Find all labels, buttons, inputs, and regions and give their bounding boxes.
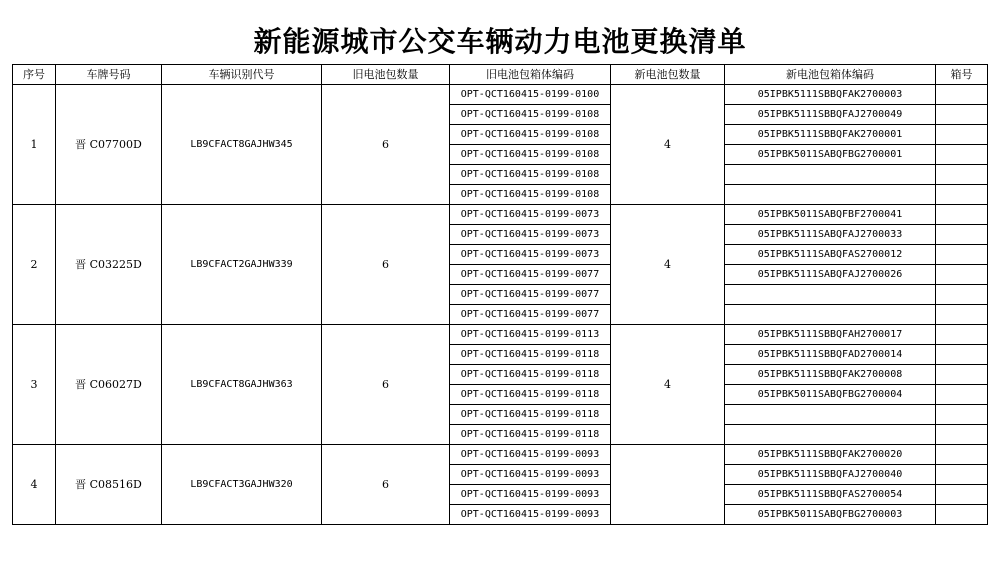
box-number-cell <box>936 325 988 345</box>
box-number-cell <box>936 305 988 325</box>
old-battery-code-cell: OPT-QCT160415-0199-0118 <box>450 365 611 385</box>
box-number-cell <box>936 405 988 425</box>
vin-cell: LB9CFACT3GAJHW320 <box>162 445 322 525</box>
new-battery-code-cell: 05IPBK5111SBBQFAJ2700040 <box>725 465 936 485</box>
old-battery-code-cell: OPT-QCT160415-0199-0093 <box>450 445 611 465</box>
document-title: 新能源城市公交车辆动力电池更换清单 <box>253 25 747 58</box>
new-count-cell: 4 <box>611 85 725 205</box>
vin-cell: LB9CFACT2GAJHW339 <box>162 205 322 325</box>
column-header-new-codes: 新电池包箱体编码 <box>725 65 936 85</box>
vin-cell: LB9CFACT8GAJHW345 <box>162 85 322 205</box>
box-number-cell <box>936 125 988 145</box>
header-row <box>13 65 988 85</box>
table-body <box>13 85 988 525</box>
box-number-cell <box>936 165 988 185</box>
new-battery-code-cell: 05IPBK5111SBBQFAK2700003 <box>725 85 936 105</box>
old-battery-code-cell: OPT-QCT160415-0199-0093 <box>450 465 611 485</box>
box-number-cell <box>936 465 988 485</box>
box-number-cell <box>936 505 988 525</box>
new-battery-code-cell: 05IPBK5111SBBQFAJ2700049 <box>725 105 936 125</box>
new-battery-code-cell <box>725 425 936 445</box>
box-number-cell <box>936 225 988 245</box>
box-number-cell <box>936 385 988 405</box>
new-battery-code-cell: 05IPBK5011SABQFBG2700004 <box>725 385 936 405</box>
old-battery-code-cell: OPT-QCT160415-0199-0093 <box>450 485 611 505</box>
box-number-cell <box>936 205 988 225</box>
old-count-cell: 6 <box>322 85 450 205</box>
old-battery-code-cell: OPT-QCT160415-0199-0108 <box>450 165 611 185</box>
vin-cell: LB9CFACT8GAJHW363 <box>162 325 322 445</box>
column-header-plate: 车牌号码 <box>56 65 162 85</box>
plate-number-cell: 晋 C03225D <box>56 205 162 325</box>
new-battery-code-cell: 05IPBK5111SBBQFAD2700014 <box>725 345 936 365</box>
box-number-cell <box>936 245 988 265</box>
new-battery-code-cell: 05IPBK5111SBBQFAH2700017 <box>725 325 936 345</box>
vehicle-index-cell: 2 <box>13 205 56 325</box>
column-header-box-number: 箱号 <box>936 65 988 85</box>
old-battery-code-cell: OPT-QCT160415-0199-0108 <box>450 125 611 145</box>
old-battery-code-cell: OPT-QCT160415-0199-0077 <box>450 285 611 305</box>
new-battery-code-cell: 05IPBK5111SBBQFAK2700008 <box>725 365 936 385</box>
box-number-cell <box>936 185 988 205</box>
plate-number-cell: 晋 C08516D <box>56 445 162 525</box>
old-battery-code-cell: OPT-QCT160415-0199-0108 <box>450 185 611 205</box>
old-count-cell: 6 <box>322 325 450 445</box>
new-count-cell: 4 <box>611 205 725 325</box>
new-battery-code-cell <box>725 165 936 185</box>
column-header-old-count: 旧电池包数量 <box>322 65 450 85</box>
old-battery-code-cell: OPT-QCT160415-0199-0073 <box>450 225 611 245</box>
old-battery-code-cell: OPT-QCT160415-0199-0077 <box>450 305 611 325</box>
new-battery-code-cell <box>725 285 936 305</box>
box-number-cell <box>936 345 988 365</box>
new-battery-code-cell: 05IPBK5111SBBQFAK2700020 <box>725 445 936 465</box>
box-number-cell <box>936 425 988 445</box>
column-header-new-count: 新电池包数量 <box>611 65 725 85</box>
new-count-cell <box>611 445 725 525</box>
plate-number-cell: 晋 C06027D <box>56 325 162 445</box>
new-battery-code-cell <box>725 405 936 425</box>
box-number-cell <box>936 105 988 125</box>
column-header-vin: 车辆识别代号 <box>162 65 322 85</box>
box-number-cell <box>936 485 988 505</box>
table-row <box>13 325 988 345</box>
new-count-cell: 4 <box>611 325 725 445</box>
old-count-cell: 6 <box>322 205 450 325</box>
battery-replacement-table <box>12 64 988 525</box>
column-header-old-codes: 旧电池包箱体编码 <box>450 65 611 85</box>
old-battery-code-cell: OPT-QCT160415-0199-0093 <box>450 505 611 525</box>
box-number-cell <box>936 85 988 105</box>
table-row <box>13 85 988 105</box>
box-number-cell <box>936 265 988 285</box>
old-battery-code-cell: OPT-QCT160415-0199-0077 <box>450 265 611 285</box>
vehicle-index-cell: 3 <box>13 325 56 445</box>
vehicle-index-cell: 1 <box>13 85 56 205</box>
new-battery-code-cell: 05IPBK5011SABQFBG2700001 <box>725 145 936 165</box>
box-number-cell <box>936 365 988 385</box>
vehicle-index-cell: 4 <box>13 445 56 525</box>
old-battery-code-cell: OPT-QCT160415-0199-0118 <box>450 405 611 425</box>
box-number-cell <box>936 445 988 465</box>
new-battery-code-cell: 05IPBK5011SABQFBG2700003 <box>725 505 936 525</box>
old-battery-code-cell: OPT-QCT160415-0199-0108 <box>450 145 611 165</box>
old-count-cell: 6 <box>322 445 450 525</box>
old-battery-code-cell: OPT-QCT160415-0199-0100 <box>450 85 611 105</box>
table-row <box>13 205 988 225</box>
table-row <box>13 445 988 465</box>
old-battery-code-cell: OPT-QCT160415-0199-0108 <box>450 105 611 125</box>
new-battery-code-cell: 05IPBK5111SABQFAJ2700033 <box>725 225 936 245</box>
plate-number-cell: 晋 C07700D <box>56 85 162 205</box>
new-battery-code-cell: 05IPBK5111SABQFAJ2700026 <box>725 265 936 285</box>
column-header-index: 序号 <box>13 65 56 85</box>
new-battery-code-cell <box>725 305 936 325</box>
new-battery-code-cell: 05IPBK5111SBBQFAS2700054 <box>725 485 936 505</box>
old-battery-code-cell: OPT-QCT160415-0199-0073 <box>450 245 611 265</box>
old-battery-code-cell: OPT-QCT160415-0199-0118 <box>450 345 611 365</box>
old-battery-code-cell: OPT-QCT160415-0199-0113 <box>450 325 611 345</box>
old-battery-code-cell: OPT-QCT160415-0199-0118 <box>450 425 611 445</box>
old-battery-code-cell: OPT-QCT160415-0199-0118 <box>450 385 611 405</box>
box-number-cell <box>936 285 988 305</box>
new-battery-code-cell: 05IPBK5011SABQFBF2700041 <box>725 205 936 225</box>
new-battery-code-cell: 05IPBK5111SBBQFAK2700001 <box>725 125 936 145</box>
old-battery-code-cell: OPT-QCT160415-0199-0073 <box>450 205 611 225</box>
new-battery-code-cell <box>725 185 936 205</box>
box-number-cell <box>936 145 988 165</box>
new-battery-code-cell: 05IPBK5111SABQFAS2700012 <box>725 245 936 265</box>
